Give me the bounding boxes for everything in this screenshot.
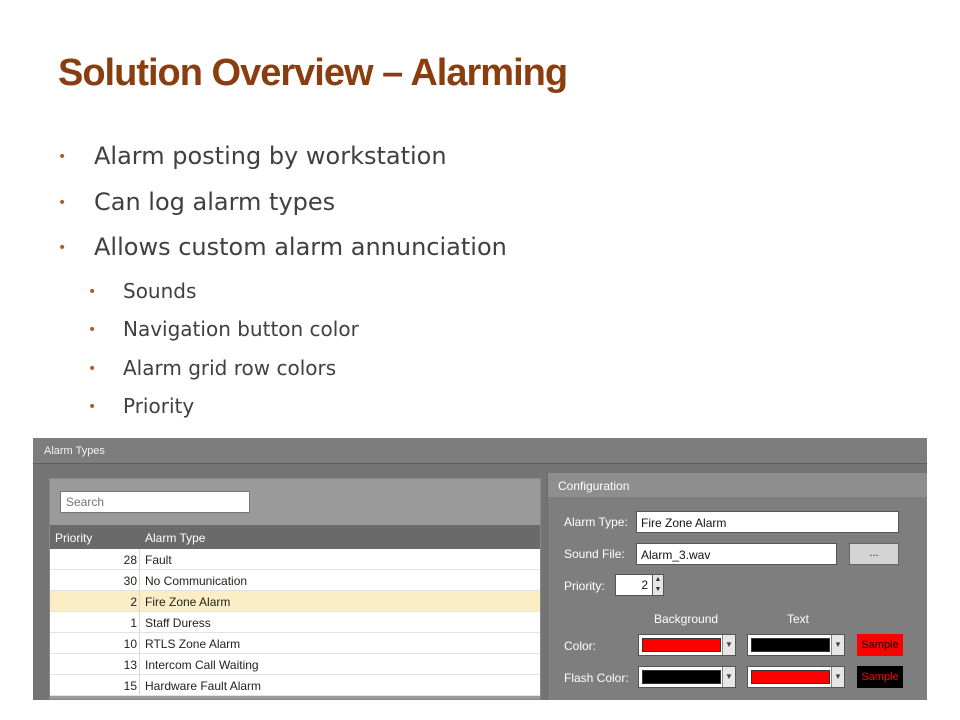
row-priority: 2 xyxy=(130,595,137,609)
alarm-type-field[interactable]: Fire Zone Alarm xyxy=(636,511,899,533)
row-alarm-type: Hardware Fault Alarm xyxy=(145,679,262,693)
sub-bullet-row-colors xyxy=(58,356,507,395)
color-swatch xyxy=(642,670,721,684)
bullet-dot-icon: • xyxy=(88,360,97,377)
bullet-text: Can log alarm types xyxy=(94,187,336,216)
table-row[interactable] xyxy=(50,675,540,696)
search-input[interactable] xyxy=(60,491,250,513)
sound-file-label: Sound File: xyxy=(564,547,625,561)
row-priority: 30 xyxy=(123,574,137,588)
alarm-grid xyxy=(50,525,540,696)
window-title: Alarm Types xyxy=(33,438,927,464)
row-alarm-type: Fire Zone Alarm xyxy=(145,595,231,609)
table-row[interactable] xyxy=(50,612,540,633)
row-alarm-type: No Communication xyxy=(145,574,248,588)
bullet-text: Allows custom alarm annunciation xyxy=(94,233,507,261)
column-divider xyxy=(139,654,140,674)
bullet-text: Alarm posting by workstation xyxy=(94,142,447,170)
bullet-custom-annunciation xyxy=(58,233,507,279)
column-divider xyxy=(139,570,140,590)
sub-bullet-nav-color xyxy=(58,317,507,356)
bullet-dot-icon: • xyxy=(58,149,67,165)
sub-bullet-text: Sounds xyxy=(123,278,197,303)
flash-text-picker[interactable] xyxy=(747,666,845,688)
color-background-picker[interactable] xyxy=(638,634,736,656)
row-alarm-type: Intercom Call Waiting xyxy=(145,658,259,672)
browse-button[interactable]: ... xyxy=(849,543,899,565)
row-priority: 10 xyxy=(123,637,137,651)
color-swatch xyxy=(751,638,830,652)
row-priority: 15 xyxy=(123,679,137,693)
text-column-header: Text xyxy=(787,612,810,626)
column-divider xyxy=(139,591,140,611)
alarm-type-label: Alarm Type: xyxy=(564,515,628,529)
table-row[interactable] xyxy=(50,633,540,654)
sound-file-field[interactable]: Alarm_3.wav xyxy=(636,543,837,565)
column-divider xyxy=(139,612,140,632)
background-column-header: Background xyxy=(654,612,719,626)
table-row[interactable] xyxy=(50,549,540,570)
priority-label: Priority: xyxy=(564,579,605,593)
spin-down-icon[interactable]: ▼ xyxy=(654,586,662,593)
priority-field[interactable]: 2 xyxy=(615,574,653,596)
sub-bullet-text: Navigation button color xyxy=(123,317,359,341)
flash-color-label: Flash Color: xyxy=(564,671,629,685)
flash-color-sample: Sample xyxy=(857,666,903,688)
color-swatch xyxy=(751,670,830,684)
chevron-down-icon[interactable]: ▼ xyxy=(722,667,735,687)
row-alarm-type: Fault xyxy=(145,553,172,567)
bullet-dot-icon: • xyxy=(88,322,97,338)
bullet-dot-icon: • xyxy=(58,240,67,256)
row-alarm-type: RTLS Zone Alarm xyxy=(145,637,241,651)
sub-bullet-text: Alarm grid row colors xyxy=(123,355,337,380)
table-row-selected[interactable] xyxy=(50,591,540,612)
row-priority: 1 xyxy=(130,616,137,630)
row-alarm-type: Staff Duress xyxy=(145,616,211,630)
table-row[interactable] xyxy=(50,654,540,675)
bullet-dot-icon: • xyxy=(88,283,97,300)
column-header-priority[interactable]: Priority xyxy=(55,531,93,545)
table-row[interactable] xyxy=(50,570,540,591)
configuration-header: Configuration xyxy=(548,473,927,497)
row-priority: 13 xyxy=(123,658,137,672)
bullet-log-types xyxy=(58,188,507,234)
spin-up-icon[interactable]: ▲ xyxy=(654,576,662,583)
sub-bullet-text: Priority xyxy=(123,394,195,418)
slide-title: Solution Overview – Alarming xyxy=(58,52,568,94)
column-divider xyxy=(139,549,140,569)
bullet-list xyxy=(58,142,507,433)
chevron-down-icon[interactable]: ▼ xyxy=(722,635,735,655)
chevron-down-icon[interactable]: ▼ xyxy=(831,635,844,655)
column-divider xyxy=(139,633,140,653)
bullet-dot-icon: • xyxy=(88,399,97,415)
color-text-picker[interactable] xyxy=(747,634,845,656)
bullet-alarm-posting xyxy=(58,142,507,188)
color-label: Color: xyxy=(564,639,597,653)
color-swatch xyxy=(642,638,721,652)
priority-stepper[interactable] xyxy=(652,574,664,596)
row-priority: 28 xyxy=(123,553,137,567)
grid-header xyxy=(50,525,540,549)
flash-background-picker[interactable] xyxy=(638,666,736,688)
bullet-dot-icon: • xyxy=(58,194,67,211)
column-header-alarm-type[interactable]: Alarm Type xyxy=(145,531,206,545)
alarm-list-panel xyxy=(49,478,541,700)
sub-bullet-priority xyxy=(58,394,507,433)
alarm-types-window xyxy=(33,438,927,700)
color-sample: Sample xyxy=(857,634,903,656)
sub-bullet-sounds xyxy=(58,279,507,318)
configuration-panel xyxy=(547,473,927,700)
chevron-down-icon[interactable]: ▼ xyxy=(831,667,844,687)
column-divider xyxy=(139,675,140,695)
